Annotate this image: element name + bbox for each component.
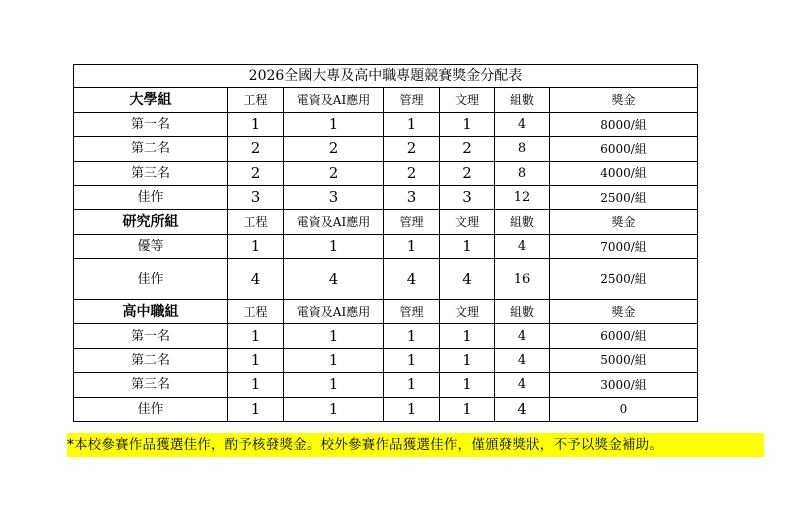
group-name: 高中職組 [74, 299, 228, 323]
prize-cell: 7000/組 [550, 234, 698, 258]
count-cell: 3 [284, 186, 384, 210]
count-cell: 1 [284, 397, 384, 421]
prize-cell: 3000/組 [550, 373, 698, 397]
count-cell: 2 [384, 161, 440, 185]
prize-cell: 6000/組 [550, 137, 698, 161]
table-row [74, 348, 698, 372]
rank-label: 第一名 [74, 324, 228, 348]
count-cell: 2 [284, 161, 384, 185]
table-row [74, 259, 698, 300]
group-count-cell: 4 [495, 397, 550, 421]
column-header: 文理 [440, 210, 495, 234]
count-cell: 4 [228, 259, 284, 300]
table-title-row [74, 65, 698, 88]
prize-cell: 0 [550, 397, 698, 421]
footnote-highlighted: *本校參賽作品獲選佳作，酌予核發獎金。校外參賽作品獲選佳作，僅頒發獎狀，不予以獎金補助。 [67, 433, 764, 457]
group-count-cell: 4 [495, 348, 550, 372]
count-cell: 1 [284, 112, 384, 136]
column-header: 文理 [440, 299, 495, 323]
prize-cell: 2500/組 [550, 259, 698, 300]
count-cell: 1 [440, 373, 495, 397]
count-cell: 1 [228, 373, 284, 397]
count-cell: 2 [440, 137, 495, 161]
prize-cell: 5000/組 [550, 348, 698, 372]
count-cell: 1 [384, 348, 440, 372]
section-header-row [74, 299, 698, 323]
count-cell: 1 [228, 234, 284, 258]
count-cell: 4 [284, 259, 384, 300]
count-cell: 3 [384, 186, 440, 210]
count-cell: 1 [284, 324, 384, 348]
group-count-cell: 16 [495, 259, 550, 300]
count-cell: 1 [440, 324, 495, 348]
prize-allocation-table [73, 64, 698, 422]
count-cell: 1 [384, 324, 440, 348]
column-header: 獎金 [550, 210, 698, 234]
column-header: 組數 [495, 210, 550, 234]
table-row [74, 373, 698, 397]
count-cell: 2 [384, 137, 440, 161]
group-name: 大學組 [74, 88, 228, 112]
group-count-cell: 4 [495, 324, 550, 348]
count-cell: 1 [284, 348, 384, 372]
column-header: 文理 [440, 88, 495, 112]
count-cell: 1 [228, 324, 284, 348]
prize-cell: 8000/組 [550, 112, 698, 136]
column-header: 管理 [384, 299, 440, 323]
rank-label: 第二名 [74, 348, 228, 372]
section-header-row [74, 88, 698, 112]
group-count-cell: 8 [495, 161, 550, 185]
column-header: 電資及AI應用 [284, 299, 384, 323]
count-cell: 1 [440, 397, 495, 421]
rank-label: 佳作 [74, 397, 228, 421]
rank-label: 第三名 [74, 161, 228, 185]
group-count-cell: 4 [495, 112, 550, 136]
group-count-cell: 4 [495, 373, 550, 397]
column-header: 電資及AI應用 [284, 88, 384, 112]
count-cell: 2 [284, 137, 384, 161]
column-header: 電資及AI應用 [284, 210, 384, 234]
group-count-cell: 8 [495, 137, 550, 161]
column-header: 工程 [228, 210, 284, 234]
count-cell: 1 [228, 348, 284, 372]
rank-label: 第三名 [74, 373, 228, 397]
count-cell: 4 [384, 259, 440, 300]
count-cell: 1 [440, 234, 495, 258]
count-cell: 1 [228, 397, 284, 421]
column-header: 組數 [495, 299, 550, 323]
column-header: 獎金 [550, 299, 698, 323]
count-cell: 1 [384, 397, 440, 421]
count-cell: 3 [228, 186, 284, 210]
count-cell: 1 [440, 112, 495, 136]
count-cell: 1 [228, 112, 284, 136]
group-name: 研究所組 [74, 210, 228, 234]
table-row [74, 186, 698, 210]
count-cell: 1 [384, 234, 440, 258]
column-header: 管理 [384, 210, 440, 234]
count-cell: 1 [284, 234, 384, 258]
table-row [74, 137, 698, 161]
count-cell: 1 [384, 112, 440, 136]
prize-cell: 6000/組 [550, 324, 698, 348]
count-cell: 1 [384, 373, 440, 397]
count-cell: 3 [440, 186, 495, 210]
group-count-cell: 4 [495, 234, 550, 258]
section-header-row [74, 210, 698, 234]
count-cell: 4 [440, 259, 495, 300]
column-header: 管理 [384, 88, 440, 112]
prize-cell: 4000/組 [550, 161, 698, 185]
column-header: 工程 [228, 88, 284, 112]
count-cell: 2 [228, 137, 284, 161]
count-cell: 2 [228, 161, 284, 185]
table-title: 2026全國大專及高中職專題競賽獎金分配表 [74, 65, 698, 88]
table-row [74, 112, 698, 136]
table-row [74, 324, 698, 348]
column-header: 工程 [228, 299, 284, 323]
rank-label: 第二名 [74, 137, 228, 161]
column-header: 獎金 [550, 88, 698, 112]
table-row [74, 161, 698, 185]
rank-label: 第一名 [74, 112, 228, 136]
count-cell: 2 [440, 161, 495, 185]
rank-label: 佳作 [74, 259, 228, 300]
group-count-cell: 12 [495, 186, 550, 210]
rank-label: 佳作 [74, 186, 228, 210]
count-cell: 1 [284, 373, 384, 397]
count-cell: 1 [440, 348, 495, 372]
prize-cell: 2500/組 [550, 186, 698, 210]
column-header: 組數 [495, 88, 550, 112]
rank-label: 優等 [74, 234, 228, 258]
table-row [74, 397, 698, 421]
table-row [74, 234, 698, 258]
